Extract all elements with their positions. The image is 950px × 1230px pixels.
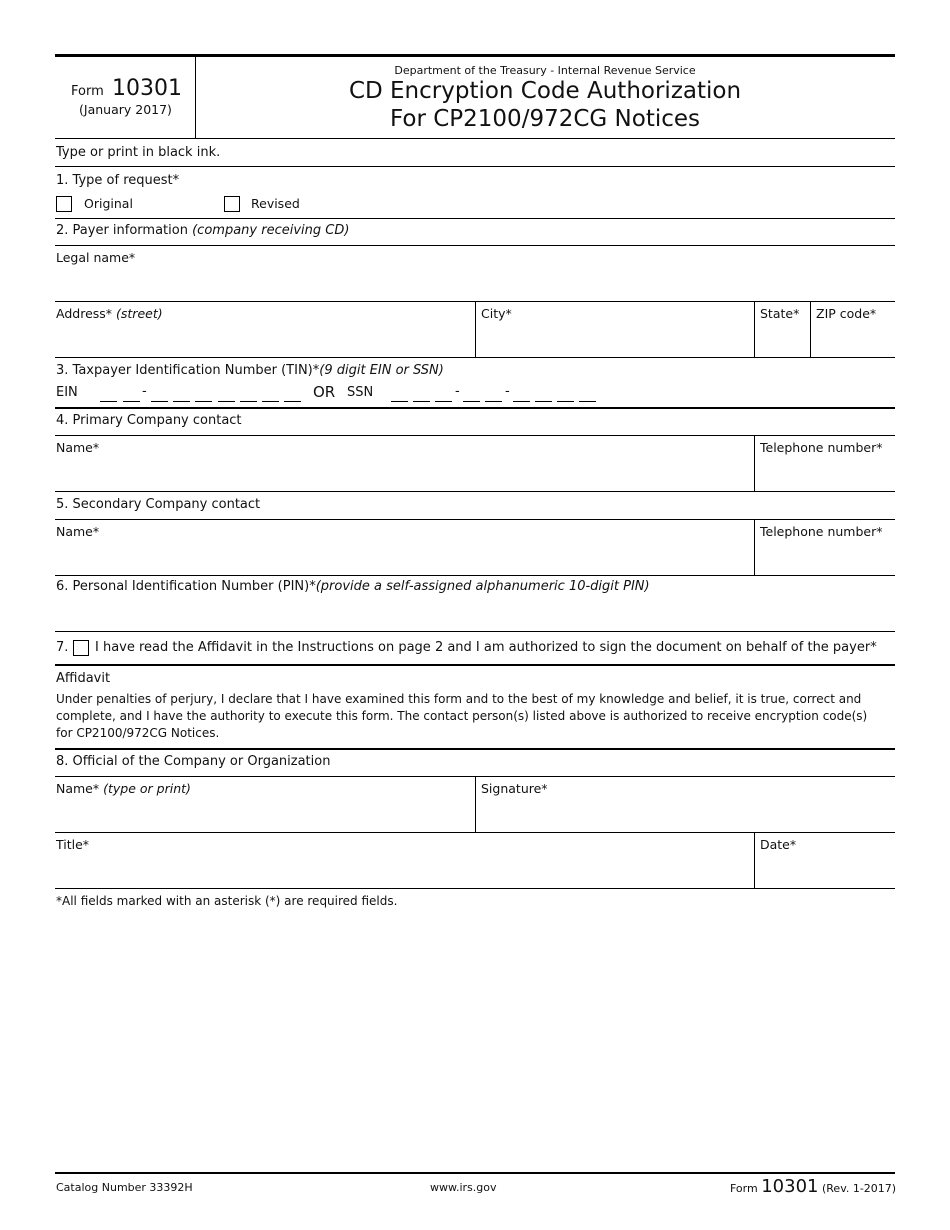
rule: [55, 435, 895, 436]
official-name-label-text: Name*: [56, 781, 100, 796]
ssn-dash: -: [505, 384, 510, 399]
ssn-digit-slot[interactable]: [579, 401, 596, 402]
ein-digit-field[interactable]: [98, 386, 304, 402]
rule: [55, 407, 895, 409]
divider: [754, 301, 755, 357]
rule: [55, 138, 895, 139]
section3-heading: [56, 363, 444, 378]
ssn-digit-slot[interactable]: [463, 401, 480, 402]
secondary-name-label: Name*: [56, 524, 100, 539]
section2-heading-note: (company receiving CD): [192, 223, 350, 238]
section6-heading-note: (provide a self-assigned alphanumeric 10-digit PIN): [315, 579, 650, 594]
rule: [55, 888, 895, 889]
footer-revision: (Rev. 1-2017): [821, 1182, 897, 1195]
ssn-digit-field[interactable]: [389, 386, 601, 402]
address-label-text: Address*: [56, 306, 113, 321]
agency-line: Department of the Treasury - Internal Revenue Service: [394, 64, 696, 77]
state-input[interactable]: [760, 324, 808, 354]
ein-digit-slot[interactable]: [240, 401, 257, 402]
ein-digit-slot[interactable]: [262, 401, 279, 402]
section4-heading: 4. Primary Company contact: [56, 413, 242, 428]
official-name-label-note: (type or print): [103, 781, 191, 796]
catalog-number: Catalog Number 33392H: [56, 1181, 193, 1194]
rule: [55, 832, 895, 833]
section7-text: I have read the Affidavit in the Instructions on page 2 and I am authorized to sign the document on behalf of the payer*: [95, 640, 877, 655]
zip-label: ZIP code*: [816, 306, 877, 321]
signature-field[interactable]: [481, 799, 891, 827]
footer-form-number: 10301: [761, 1176, 819, 1197]
section7-number: 7.: [56, 640, 69, 655]
ein-digit-slot[interactable]: [218, 401, 235, 402]
footer-form-prefix: Form: [730, 1182, 758, 1195]
form-number: 10301: [112, 76, 182, 101]
official-name-label: [56, 781, 191, 796]
secondary-name-input[interactable]: [58, 542, 752, 572]
ein-digit-slot[interactable]: [284, 401, 301, 402]
affidavit-line3: for CP2100/972CG Notices.: [56, 726, 220, 740]
section6-heading: [56, 579, 650, 594]
form-prefix: Form: [71, 84, 104, 99]
ssn-digit-slot[interactable]: [391, 401, 408, 402]
rule: [55, 575, 895, 576]
secondary-telephone-label: Telephone number*: [760, 524, 883, 539]
footer-rule: [55, 1172, 895, 1174]
ein-dash: -: [142, 384, 147, 399]
rule: [55, 631, 895, 632]
rule: [55, 519, 895, 520]
affidavit-checkbox[interactable]: [73, 640, 89, 656]
required-fields-note: *All fields marked with an asterisk (*) are required fields.: [56, 894, 398, 908]
secondary-telephone-input[interactable]: [760, 542, 894, 572]
affidavit-line1: Under penalties of perjury, I declare that I have examined this form and to the best of my knowledge and belief, it is true, correct and: [56, 692, 862, 706]
rule: [55, 218, 895, 219]
ssn-digit-slot[interactable]: [513, 401, 530, 402]
form-title-line2: For CP2100/972CG Notices: [389, 106, 701, 132]
affidavit-line2: complete, and I have the authority to execute this form. The contact person(s) listed above is authorized to receive encryption code(s): [56, 709, 868, 723]
date-input[interactable]: [760, 855, 894, 885]
divider: [810, 301, 811, 357]
ein-digit-slot[interactable]: [151, 401, 168, 402]
ein-digit-slot[interactable]: [123, 401, 140, 402]
legal-name-label: Legal name*: [56, 250, 136, 265]
divider: [754, 832, 755, 888]
address-input[interactable]: [58, 324, 472, 354]
zip-input[interactable]: [816, 324, 895, 354]
city-input[interactable]: [481, 324, 753, 354]
official-title-label: Title*: [56, 837, 90, 852]
form-title-line1: CD Encryption Code Authorization: [348, 78, 742, 104]
signature-label: Signature*: [481, 781, 548, 796]
date-label: Date*: [760, 837, 797, 852]
ssn-dash: -: [455, 384, 460, 399]
website-link[interactable]: www.irs.gov: [430, 1181, 497, 1194]
ein-label: EIN: [56, 385, 78, 400]
ein-digit-slot[interactable]: [100, 401, 117, 402]
divider: [475, 301, 476, 357]
divider: [475, 776, 476, 832]
rule: [55, 748, 895, 750]
rule: [55, 664, 895, 666]
section5-heading: 5. Secondary Company contact: [56, 497, 261, 512]
rule: [55, 491, 895, 492]
form-date: (January 2017): [79, 102, 172, 117]
ssn-digit-slot[interactable]: [435, 401, 452, 402]
primary-name-input[interactable]: [58, 458, 752, 488]
or-separator: OR: [313, 383, 336, 401]
divider: [754, 519, 755, 575]
state-label: State*: [760, 306, 800, 321]
original-checkbox[interactable]: [56, 196, 72, 212]
affidavit-title: Affidavit: [56, 671, 111, 686]
revised-label: Revised: [251, 196, 300, 211]
section6-heading-text: 6. Personal Identification Number (PIN)*: [56, 579, 316, 594]
rule: [55, 166, 895, 167]
official-title-input[interactable]: [58, 855, 752, 885]
rule: [55, 245, 895, 246]
city-label: City*: [481, 306, 512, 321]
ssn-label: SSN: [347, 385, 374, 400]
rule: [55, 357, 895, 358]
pin-input[interactable]: [58, 599, 892, 629]
ssn-digit-slot[interactable]: [413, 401, 430, 402]
official-name-input[interactable]: [58, 799, 472, 829]
section1-heading: 1. Type of request*: [56, 173, 180, 188]
section2-heading: [56, 223, 349, 238]
ein-digit-slot[interactable]: [195, 401, 212, 402]
address-label: [56, 306, 163, 321]
section3-heading-text: 3. Taxpayer Identification Number (TIN)*: [56, 363, 320, 378]
divider: [754, 435, 755, 491]
primary-name-label: Name*: [56, 440, 100, 455]
ssn-digit-slot[interactable]: [557, 401, 574, 402]
primary-telephone-label: Telephone number*: [760, 440, 883, 455]
instruction-text: Type or print in black ink.: [56, 145, 221, 160]
section8-heading: 8. Official of the Company or Organization: [56, 754, 331, 769]
revised-checkbox[interactable]: [224, 196, 240, 212]
ssn-digit-slot[interactable]: [485, 401, 502, 402]
primary-telephone-input[interactable]: [760, 458, 894, 488]
ssn-digit-slot[interactable]: [535, 401, 552, 402]
section3-heading-note: (9 digit EIN or SSN): [319, 363, 444, 378]
footer-form-label: [730, 1176, 896, 1197]
original-label: Original: [84, 196, 133, 211]
top-rule: [55, 54, 895, 57]
ein-digit-slot[interactable]: [173, 401, 190, 402]
legal-name-input[interactable]: [58, 268, 892, 298]
address-label-note: (street): [116, 306, 163, 321]
section2-heading-text: 2. Payer information: [56, 223, 188, 238]
